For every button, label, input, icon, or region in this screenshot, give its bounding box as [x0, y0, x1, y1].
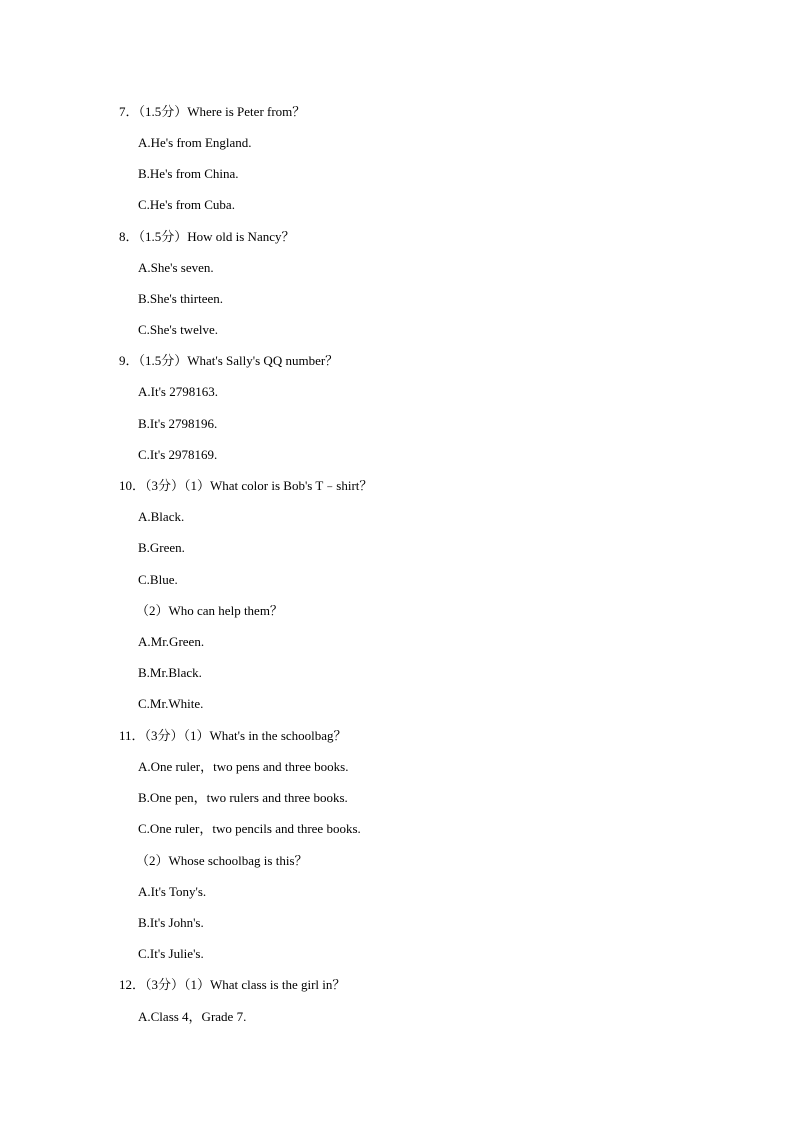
- question-11-1-option-a: A.One ruler，two pens and three books.: [138, 759, 349, 774]
- question-10-2-option-a: A.Mr.Green.: [138, 634, 205, 649]
- question-12-stem: 12．（3分）（1）What class is the girl in？: [119, 977, 346, 992]
- question-8-stem: 8．（1.5分）How old is Nancy？: [119, 229, 295, 244]
- question-12-1-option-a: A.Class 4，Grade 7.: [138, 1009, 247, 1024]
- question-7-option-c: C.He's from Cuba.: [138, 197, 235, 212]
- question-10-2-option-b: B.Mr.Black.: [138, 665, 202, 680]
- question-7-option-b: B.He's from China.: [138, 166, 239, 181]
- question-11-1-option-c: C.One ruler，two pencils and three books.: [138, 821, 361, 836]
- question-10-1-option-c: C.Blue.: [138, 572, 178, 587]
- question-11-1-option-b: B.One pen，two rulers and three books.: [138, 790, 348, 805]
- question-8-option-b: B.She's thirteen.: [138, 291, 224, 306]
- question-7-stem: 7．（1.5分）Where is Peter from？: [119, 104, 306, 119]
- question-11-stem: 11．（3分）（1）What's in the schoolbag？: [119, 728, 347, 743]
- question-11-sub-2: （2）Whose schoolbag is this？: [136, 853, 308, 868]
- question-11-2-option-c: C.It's Julie's.: [138, 946, 204, 961]
- question-8-option-c: C.She's twelve.: [138, 322, 218, 337]
- question-10-2-option-c: C.Mr.White.: [138, 696, 204, 711]
- question-11-2-option-b: B.It's John's.: [138, 915, 204, 930]
- question-9-option-b: B.It's 2798196.: [138, 416, 218, 431]
- question-10-stem: 10．（3分）（1）What color is Bob's T﹣shirt？: [119, 478, 373, 493]
- question-10-1-option-b: B.Green.: [138, 540, 185, 555]
- question-10-sub-2: （2）Who can help them？: [136, 603, 283, 618]
- question-11-2-option-a: A.It's Tony's.: [138, 884, 207, 899]
- question-8-option-a: A.She's seven.: [138, 260, 214, 275]
- question-9-stem: 9．（1.5分）What's Sally's QQ number？: [119, 353, 339, 368]
- question-9-option-c: C.It's 2978169.: [138, 447, 218, 462]
- question-10-1-option-a: A.Black.: [138, 509, 185, 524]
- question-7-option-a: A.He's from England.: [138, 135, 252, 150]
- question-9-option-a: A.It's 2798163.: [138, 384, 218, 399]
